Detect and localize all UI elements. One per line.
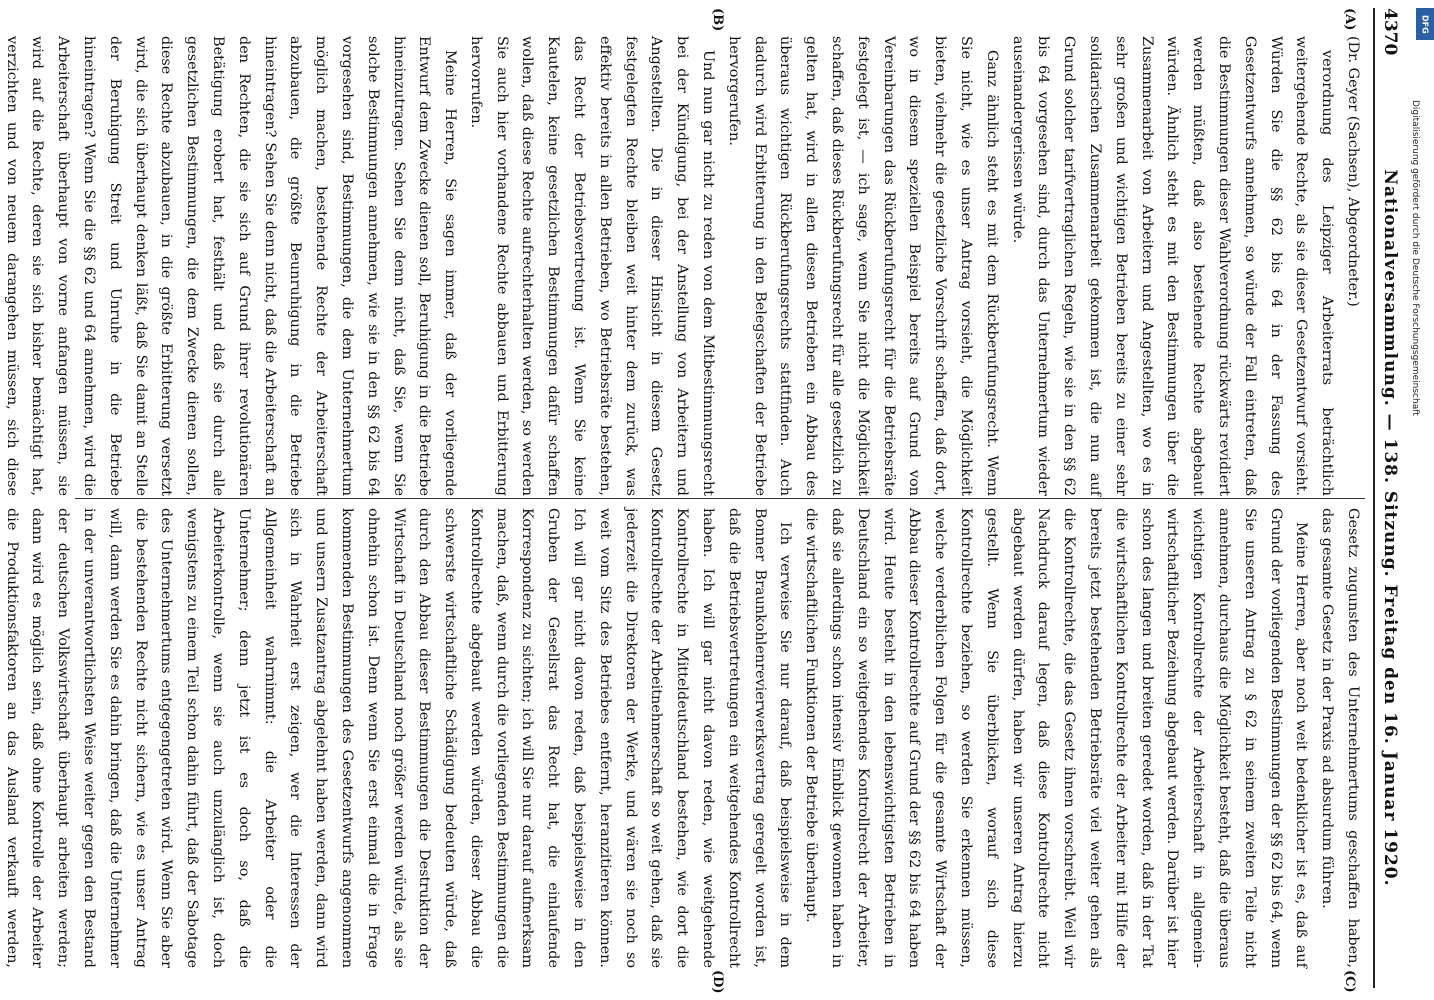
paragraph: Meine Herren, Sie sagen immer, daß der vorliegende Entwurf dem Zwecke dienen soll, Beruhigung in die Betriebe hineinzutragen. Sehen Sie denn nicht, daß Sie, wenn Sie solche Bestimmungen annehmen, wie sie in den §§ 62 bis 64 vorgesehen sind, Bestimmungen, die dem Unternehmertum möglich machen, bestehende Rechte der Arbeiterschaft abzubauen, die größte Beunruhigung in die Betriebe hineintragen? Sehen Sie denn nicht, daß die Arbeiterschaft an den Rechten, die sie sich auf Grund ihrer revolutionären Betätigung erobert hat, festhält und daß sie durch alle gesetzlichen Bestimmungen, die dem Zwecke dienen sollen, diese Rechte abzubauen, in die größte Erbitterung versetzt wird, die sich überhaupt denken läßt, daß Sie damit an Stelle der Beruhigung Streit und Unruhe in die Betriebe hineintragen? Wenn Sie die §§ 62 und 64 annehmen, wird die Arbeiterschaft überhaupt von vorne anfangen müssen, sie wird auf die Rechte, deren sie sich bisher bemächtigt hat, verzichten und von neuem darangehen müssen, sich diese (3, 36, 459, 496)
right-text-column (3, 508, 1365, 968)
margin-mark-b: (B) (710, 8, 725, 32)
dfg-logo: DFG (1416, 8, 1434, 40)
margin-mark-c: (C) (1342, 970, 1357, 993)
paragraph: Ganz ähnlich steht es mit dem Rückberufungsrecht. Wenn Sie nicht, wie es unser Antrag vorsieht, die Möglichkeit bieten, vielmehr die gesetzliche Vorschrift schaffen, daß dort, wo in diesem speziellen Beispiel bereits auf Grund von Vereinbarungen das Rückberufungsrecht für die Betriebsräte festgelegt ist, — ich sage, wenn Sie nicht die Möglichkeit schaffen, daß dieses Rückberufungsrecht für alle gesetzlich zu gelten hat, wird in allen diesen Betrieben ein Abbau des überaus wichtigen Rückberufungsrechts stattfinden. Auch dadurch wird Erbitterung in den Belegschaften der Betriebe hervorgerufen. (725, 36, 1000, 496)
page-title: Nationalversammlung. — 138. Sitzung. Freitag den 16. Januar 1920. (1380, 169, 1400, 887)
paragraph: Meine Herren, aber noch weit bedenklicher ist es, daß auf Grund der vorliegenden Bestimmungen der §§ 62 bis 64, wenn Sie unseren Antrag zu § 62 in seinem zweiten Teile nicht annehmen, durchaus die Möglichkeit besteht, daß die überaus wichtigen Kontrollrechte der Arbeiterschaft in allgemein-wirtschaftlicher Beziehung abgebaut werden. Darüber ist hier schon des langen und breiten geredet worden, daß in der Tat die wirtschaftlichen Kontrollrechte der Arbeiter mit Hilfe der bereits jetzt bestehenden Betriebsräte viel weiter gehen als die Kontrollrechte, die das Gesetz ihnen vorschreibt. Weil wir Nachdruck darauf legen, daß diese Kontrollrechte nicht abgebaut werden dürfen, haben wir unseren Antrag hierzu gestellt. Wenn Sie überblicken, worauf sich diese Kontrollrechte beziehen, so werden Sie erkennen müssen, welche verderblichen Folgen für die gesamte Wirtschaft der Abbau dieser Kontrollrechte auf Grund der §§ 62 bis 64 haben wird. Heute besteht in den lebenswichtigsten Betrieben in Deutschland ein so weitgehendes Kontrollrecht der Arbeiter, daß sie allerdings schon intensiv Einblick gewonnen haben in die wirtschaftlichen Funktionen der Betriebe überhaupt. (803, 508, 1310, 968)
header-rule (1373, 8, 1375, 988)
page-header (1375, 8, 1405, 988)
margin-mark-d: (D) (710, 970, 725, 994)
margin-mark-a: (A) (1342, 8, 1357, 31)
digitization-credit: Digitalisierung gefördert durch die Deutsche Forschungsgemeinschaft (1410, 100, 1420, 416)
column-divider (75, 498, 1365, 499)
paragraph: Und nun gar nicht zu reden von dem Mitbestimmungsrecht bei der Kündigung, bei der Anstellung von Arbeitern und Angestellten. Die in dieser Hinsicht in diesem Gesetz festgelegten Rechte bleiben weit hinter dem zurück, was effektiv bereits in allen Betrieben, wo Betriebsräte bestehen, das Recht der Betriebsvertretung ist. Wenn Sie keine Kautelen, keine gesetzlichen Bestimmungen dafür schaffen wollen, daß diese Rechte aufrechterhalten werden, so werden Sie auch hier vorhandene Rechte abbauen und Erbitterung hervorrufen. (467, 36, 717, 496)
page-number: 4370 (1380, 8, 1400, 56)
paragraph: Gesetz zugunsten des Unternehmertums geschaffen haben, das gesamte Gesetz in der Praxis ad absurdum führen. (1319, 508, 1361, 968)
paragraph: verordnung des Leipziger Arbeiterrats beträchtlich weitergehende Rechte, als sie dieser Gesetzentwurf vorsieht. Würden Sie die §§ 62 bis 64 in der Fassung des Gesetzentwurfs annehmen, so würde der Fall eintreten, daß die Bestimmungen dieser Wahlverordnung rückwärts revidiert werden müßten, daß also bestehende Rechte abgebaut würden. Ähnlich steht es mit den Bestimmungen über die Zusammenarbeit von Arbeitern und Angestellten, wo es in sehr großen und wichtigen Betrieben bereits zu einer sehr solidarischen Zusammenarbeit gekommen ist, die nun auf Grund solcher tarifvertraglichen Regeln, wie sie in den §§ 62 bis 64 vorgesehen sind, durch das Unternehmertum wieder auseinandergerissen würde. (1009, 36, 1336, 496)
paragraph: Ich verweise Sie nur darauf, daß beispielsweise in dem Bonner Braunkohlenrevierwerksvertrag geregelt worden ist, daß die Betriebsvertretungen ein weitgehendes Kontrollrecht haben. Ich will gar nicht davon reden, wie weitgehende Kontrollrechte in Mitteldeutschland bestehen, wie dort die Kontrollrechte der Arbeitnehmerschaft so weit gehen, daß sie jederzeit die Direktoren der Werke, und wären sie noch so weit vom Sitz des Betriebes entfernt, heranzitieren können. Ich will gar nicht davon reden, daß beispielsweise in den Gruben der Gesellsrat das Recht hat, die einlaufende Korrespondenz zu sichten; ich will Sie nur darauf aufmerksam machen, daß, wenn durch die vorliegenden Bestimmungen die Kontrollrechte abgebaut werden würden, dieser Abbau die schwerste wirtschaftliche Schädigung bedeuten würde, daß durch den Abbau dieser Bestimmungen die Destruktion der Wirtschaft in Deutschland noch größer werden würde, als sie ohnehin schon ist. Denn wenn Sie erst einmal die in Frage kommenden Bestimmungen des Gesetzentwurfs angenommen und unsern Zusatzantrag abgelehnt haben werden, dann wird sich in Wahrheit erst zeigen, wer die Interessen der Allgemeinheit wahrnimmt: die Arbeiter oder die Unternehmer; denn jetzt ist es doch so, daß die Arbeiterkontrolle, wenn sie auch unzulänglich ist, doch wenigstens zu einem Teil schon dahin führt, daß der Sabotage des Unternehmertums entgegengetreten wird. Wenn Sie aber die bestehenden Rechte nicht sichern, wie es unser Antrag will, dann werden Sie es dahin bringen, daß die Unternehmer in der unverantwortlichsten Weise weiter gegen den Bestand der deutschen Volkswirtschaft überhaupt arbeiten werden; dann wird es möglich sein, daß ohne Kontrolle der Arbeiter die Produktionsfaktoren an das Ausland verkauft werden, (3, 508, 794, 968)
speaker-line: (Dr. Geyer (Sachsen), Abgeordneter.) (1345, 36, 1361, 307)
left-text-column (3, 36, 1365, 496)
rotated-document-page (3, 8, 1405, 994)
